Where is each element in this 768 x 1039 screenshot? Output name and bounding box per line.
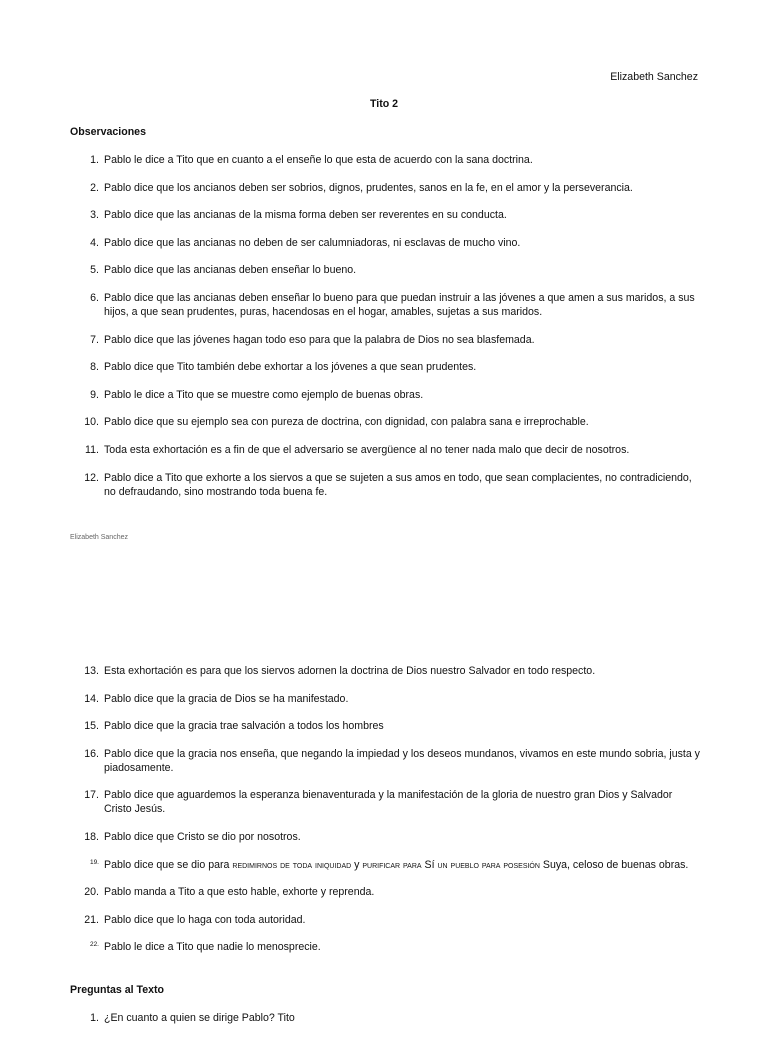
- list-item: 16. Pablo dice que la gracia nos enseña, que negando la impiedad y los deseos mundanos, vivamos en este mundo sobria, justa y piadosamente.: [84, 747, 700, 774]
- list-item: 13. Esta exhortación es para que los siervos adornen la doctrina de Dios nuestro Salvador en todo respecto.: [84, 665, 596, 677]
- continuacion-list: [70, 664, 700, 968]
- list-item: 2. Pablo dice que los ancianos deben ser sobrios, dignos, prudentes, sanos en la fe, en el amor y la perseverancia.: [90, 181, 633, 194]
- observaciones-heading: Observaciones: [70, 126, 146, 138]
- list-item: 1. ¿En cuanto a quien se dirige Pablo? Tito: [90, 1012, 295, 1024]
- list-item: 14. Pablo dice que la gracia de Dios se ha manifestado.: [84, 692, 349, 705]
- list-item: 7. Pablo dice que las jóvenes hagan todo eso para que la palabra de Dios no sea blasfemada.: [90, 333, 535, 346]
- list-item: 5. Pablo dice que las ancianas deben enseñar lo bueno.: [90, 264, 357, 277]
- list-item: 15. Pablo dice que la gracia trae salvación a todos los hombres: [84, 720, 384, 733]
- list-item: 4. Pablo dice que las ancianas no deben de ser calumniadoras, ni esclavas de mucho vino.: [90, 236, 521, 249]
- list-item: 11. Toda esta exhortación es a fin de que el adversario se avergüence al no tener nada malo que decir de nosotros.: [85, 443, 630, 456]
- list-item: 10. Pablo dice que su ejemplo sea con pureza de doctrina, con dignidad, con palabra sana e irreprochable.: [84, 416, 589, 429]
- list-item: 3. Pablo dice que las ancianas de la misma forma deben ser reverentes en su conducta.: [90, 209, 507, 222]
- list-item: 20. Pablo manda a Tito a que esto hable, exhorte y reprenda.: [84, 886, 375, 899]
- list-item: 22. Pablo le dice a Tito que nadie lo menosprecie.: [89, 941, 321, 954]
- preguntas-heading: Preguntas al Texto: [70, 984, 164, 996]
- list-item: 9. Pablo le dice a Tito que se muestre como ejemplo de buenas obras.: [90, 388, 424, 401]
- list-item: 21. Pablo dice que lo haga con toda autoridad.: [84, 913, 306, 926]
- observaciones-list: [70, 153, 700, 512]
- list-item: 8. Pablo dice que Tito también debe exhortar a los jóvenes a que sean prudentes.: [90, 361, 477, 374]
- list-item: 18. Pablo dice que Cristo se dio por nosotros.: [84, 830, 301, 843]
- page-footer: Elizabeth Sanchez: [70, 534, 128, 541]
- list-item: 17. Pablo dice que aguardemos la esperanza bienaventurada y la manifestación de la gloria de nuestro gran Dios y Salvador Cristo Jesús.: [84, 789, 673, 816]
- list-item: 19. Pablo dice que se dio para redimirnos de toda iniquidad y purificar para Sí un pueblo para posesión Suya, celoso de buenas obras.: [89, 858, 689, 871]
- author-header: Elizabeth Sanchez: [610, 71, 698, 83]
- list-item: 6. Pablo dice que las ancianas deben enseñar lo bueno para que puedan instruir a las jóvenes a que amen a sus maridos, a sus hijos, a que sean prudentes, puras, hacendosas en el hogar, amables, sujetas a sus maridos.: [90, 291, 695, 318]
- list-item: 1. Pablo le dice a Tito que en cuanto a el enseñe lo que esta de acuerdo con la sana doctrina.: [90, 154, 533, 166]
- preguntas-list: [70, 1011, 700, 1039]
- document-title: Tito 2: [369, 98, 399, 110]
- list-item: 12. Pablo dice a Tito que exhorte a los siervos a que se sujeten a sus amos en todo, que sean complacientes, no contradiciendo, no defraudando, sino mostrando toda buena fe.: [84, 471, 692, 498]
